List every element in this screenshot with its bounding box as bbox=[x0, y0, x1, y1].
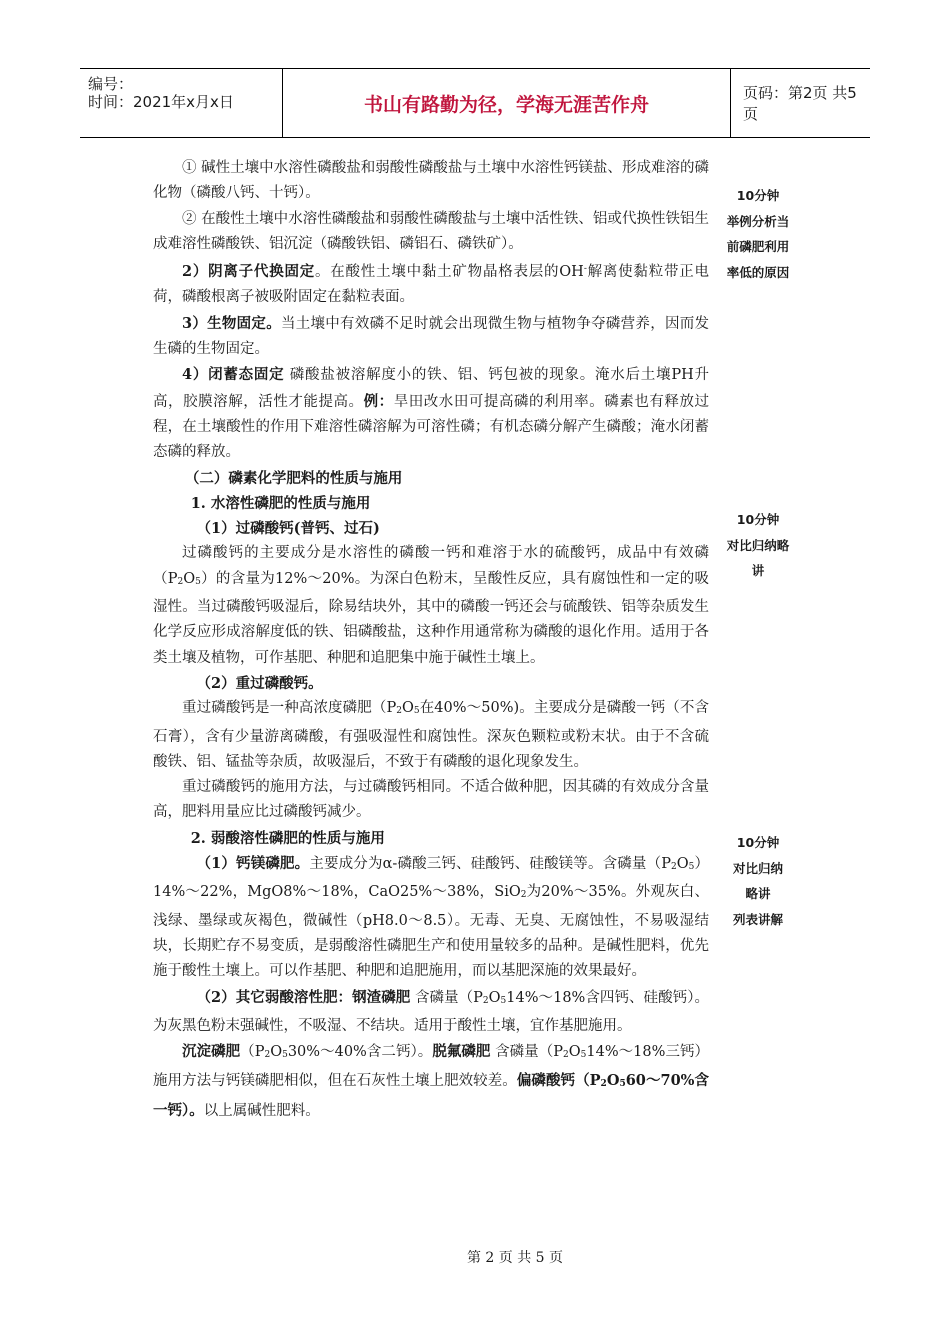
occluded-example-label: 例： bbox=[363, 392, 394, 410]
header-page-label: 页码：第2页 共5页 bbox=[743, 84, 857, 123]
side-note-3-line-3: 略讲 bbox=[745, 886, 771, 901]
other-oxygen-2: O bbox=[568, 1044, 581, 1061]
subsection-heading-water-soluble: 1. 水溶性磷肥的性质与施用 bbox=[190, 494, 371, 512]
tsp-sub-2: 5 bbox=[413, 706, 420, 717]
doc-time-label: 时间：2021年x月x日 bbox=[88, 93, 234, 111]
anion-fixation-title: 2）阴离子代换固定 bbox=[182, 263, 315, 281]
side-note-2-line-2: 对比归纳略 bbox=[726, 537, 790, 553]
paragraph-alkaline-fixation: ① 碱性土壤中水溶性磷酸盐和弱酸性磷酸盐与土壤中水溶性钙镁盐、形成难溶的磷化物（磷酸八钙、十钙）。 bbox=[153, 160, 709, 202]
tsp-text-b: 在40%～50%)。主要成分是磷酸一钙（不含石膏），含有少量游离磷酸，有强吸湿性和腐蚀性。深灰色颗粒或粉末状。由于不含硫酸铁、铝、锰盐等杂质，故吸湿后，不致于有磷酸的退化现象发生。 bbox=[153, 700, 709, 770]
paragraph-occluded-fixation bbox=[153, 362, 709, 465]
sp-sub-1: 2 bbox=[177, 576, 184, 587]
side-note-1-line-2: 举例分析当 bbox=[726, 213, 790, 229]
biological-fixation-title: 3）生物固定。 bbox=[182, 314, 281, 332]
side-note-1-line-4: 率低的原因 bbox=[726, 264, 790, 280]
other-text-a: （P bbox=[240, 1044, 265, 1061]
sp-sub-2: 5 bbox=[195, 576, 201, 587]
paragraph-superphosphate bbox=[153, 541, 709, 670]
side-note-2-line-1: 10分钟 bbox=[736, 512, 780, 527]
section-heading-2: （二）磷素化学肥料的性质与施用 bbox=[184, 469, 403, 487]
sp-oxygen: O bbox=[183, 570, 196, 587]
other-text-e: 以上属碱性肥料。 bbox=[203, 1102, 320, 1119]
metaphosphate-title-a: 偏磷酸钙（P bbox=[516, 1072, 601, 1090]
header-meta-cell bbox=[80, 69, 283, 137]
occluded-text-a: 磷酸盐被溶解度小的铁、铝、钙包被的现象。淹水后土壤PH升高，胶膜溶解，活性才能提高。 bbox=[153, 367, 709, 410]
page-footer: 第 2 页 共 5 页 bbox=[466, 1250, 564, 1266]
slag-title: （2）其它弱酸溶性肥：钢渣磷肥 bbox=[196, 988, 411, 1006]
paragraph-other-phosphates bbox=[153, 1039, 709, 1124]
subsection-heading-weak-acid: 2. 弱酸溶性磷肥的性质与施用 bbox=[190, 829, 385, 847]
heading-triple-superphosphate: （2）重过磷酸钙。 bbox=[196, 674, 323, 692]
other-sub-6: 5 bbox=[619, 1079, 626, 1090]
occluded-text-b: 旱田改水田可提高磷的利用率。磷素也有释放过程，在土壤酸性的作用下难溶性磷溶解为可溶性磷；有机态磷分解产生磷酸；淹水闭蓄态磷的释放。 bbox=[153, 393, 710, 461]
cmp-sub-1: 2 bbox=[670, 862, 677, 873]
cmp-sub-2: 5 bbox=[688, 862, 695, 873]
other-oxygen-1: O bbox=[270, 1044, 283, 1061]
cmp-oxygen: O bbox=[676, 856, 689, 873]
precipitated-title: 沉淀磷肥 bbox=[182, 1043, 241, 1061]
paragraph-calcium-magnesium bbox=[153, 851, 709, 984]
paragraph-slag-phosphate bbox=[153, 985, 709, 1040]
paragraph-triple-superphosphate-usage: 重过磷酸钙的施用方法，与过磷酸钙相同。不适合做种肥，因其磷的有效成分含量高，肥料用量应比过磷酸钙减少。 bbox=[153, 779, 709, 821]
cmp-title: （1）钙镁磷肥。 bbox=[196, 855, 310, 873]
side-note-3-line-2: 对比归纳 bbox=[732, 860, 783, 876]
other-sub-1: 2 bbox=[264, 1050, 271, 1061]
cmp-sub-3: 2 bbox=[520, 890, 527, 901]
slag-sub-2: 5 bbox=[500, 995, 507, 1006]
metaphosphate-title-b: 60～70%含一钙）。 bbox=[153, 1072, 710, 1119]
other-oxygen-3: O bbox=[606, 1072, 620, 1090]
side-note-2 bbox=[712, 507, 804, 584]
paragraph-acidic-fixation: ② 在酸性土壤中水溶性磷酸盐和弱酸性磷酸盐与土壤中活性铁、铝或代换性铁铝生成难溶性磷酸铁、铝沉淀（磷酸铁铝、磷铝石、磷铁矿）。 bbox=[153, 210, 709, 252]
tsp-oxygen: O bbox=[401, 700, 414, 717]
side-note-1-line-3: 前磷肥利用 bbox=[726, 239, 790, 254]
side-note-1 bbox=[712, 183, 804, 285]
tsp-text-a: 重过磷酸钙是一种高浓度磷肥（P bbox=[182, 700, 397, 717]
paragraph-anion-fixation bbox=[153, 257, 709, 311]
paragraph-biological-fixation bbox=[153, 311, 709, 363]
cmp-text-c: 为20%～35%。外观灰白、浅绿、墨绿或灰褐色，微碱性（pH8.0～8.5）。无毒、无臭、无腐蚀性，不易吸湿结块，长期贮存不易变质，是弱酸溶性磷肥生产和使用量较多的品种。是碱性肥料，优先施于酸性土壤上。可以作基肥、种肥和追肥施用，而以基肥深施的效果最好。 bbox=[153, 884, 709, 980]
header-table bbox=[80, 68, 870, 138]
heading-superphosphate: （1）过磷酸钙(普钙、过石) bbox=[196, 520, 380, 538]
side-note-3 bbox=[712, 830, 804, 932]
other-sub-5: 2 bbox=[600, 1079, 607, 1090]
side-note-2-line-3: 讲 bbox=[751, 563, 765, 578]
cmp-text-a: 主要成分为α-磷酸三钙、硅酸钙、硅酸镁等。含磷量（P bbox=[309, 856, 671, 873]
doc-number-label: 编号： bbox=[88, 75, 134, 93]
other-text-b: 30%～40%含二钙）。 bbox=[287, 1044, 433, 1061]
side-note-3-line-4: 列表讲解 bbox=[732, 911, 783, 927]
anion-sup: - bbox=[583, 264, 587, 275]
other-text-c: 含磷量（P bbox=[490, 1044, 564, 1061]
other-text-d: 14%～18%三钙）施用方法与钙镁磷肥相似，但在石灰性土壤上肥效较差。 bbox=[153, 1044, 710, 1090]
paragraph-triple-superphosphate bbox=[153, 696, 709, 775]
other-sub-2: 5 bbox=[282, 1050, 288, 1061]
side-note-3-line-1: 10分钟 bbox=[736, 835, 780, 850]
slag-text-b: 14%～18%含四钙、硅酸钙）。为灰黑色粉末强碱性，不吸湿、不结块。适用于酸性土壤，宜作基肥施用。 bbox=[153, 989, 709, 1034]
slag-text-a: 含磷量（P bbox=[410, 989, 483, 1006]
slag-oxygen: O bbox=[488, 989, 501, 1006]
anion-text-a: 。在酸性土壤中黏土矿物晶格表层的OH bbox=[315, 264, 584, 281]
slag-sub-1: 2 bbox=[482, 995, 489, 1006]
biological-text: 当土壤中有效磷不足时就会出现微生物与植物争夺磷营养，因而发生磷的生物固定。 bbox=[153, 315, 710, 358]
side-note-1-line-1: 10分钟 bbox=[736, 188, 780, 203]
cmp-text-b: ）14%～22%，MgO8%～18%，CaO25%～38%，SiO bbox=[153, 856, 709, 901]
tsp-sub-1: 2 bbox=[396, 706, 402, 717]
document-body bbox=[153, 156, 709, 1124]
sp-text-b: ）的含量为12%～20%。为深白色粉末，呈酸性反应，具有腐蚀性和一定的吸湿性。当过磷酸钙吸湿后，除易结块外，其中的磷酸一钙还会与硫酸铁、铝等杂质发生化学反应形成溶解度低的铁、铝磷酸盐，这种作用通常称为磷酸的退化作用。适用于各类土壤及植物，可作基肥、种肥和追肥集中施于碱性土壤上。 bbox=[153, 570, 709, 666]
occluded-fixation-title: 4）闭蓄态固定 bbox=[182, 366, 285, 384]
sp-text-a: 过磷酸钙的主要成分是水溶性的磷酸一钙和难溶于水的硫酸钙，成品中有效磷（P bbox=[153, 545, 709, 587]
header-motto: 书山有路勤为径，学海无涯苦作舟 bbox=[283, 69, 731, 137]
defluorinated-title: 脱氟磷肥 bbox=[432, 1043, 491, 1061]
anion-text-b: 解离使黏粒带正电荷，磷酸根离子被吸附固定在黏粒表面。 bbox=[153, 264, 709, 306]
other-sub-4: 5 bbox=[580, 1050, 587, 1061]
other-sub-3: 2 bbox=[563, 1050, 569, 1061]
